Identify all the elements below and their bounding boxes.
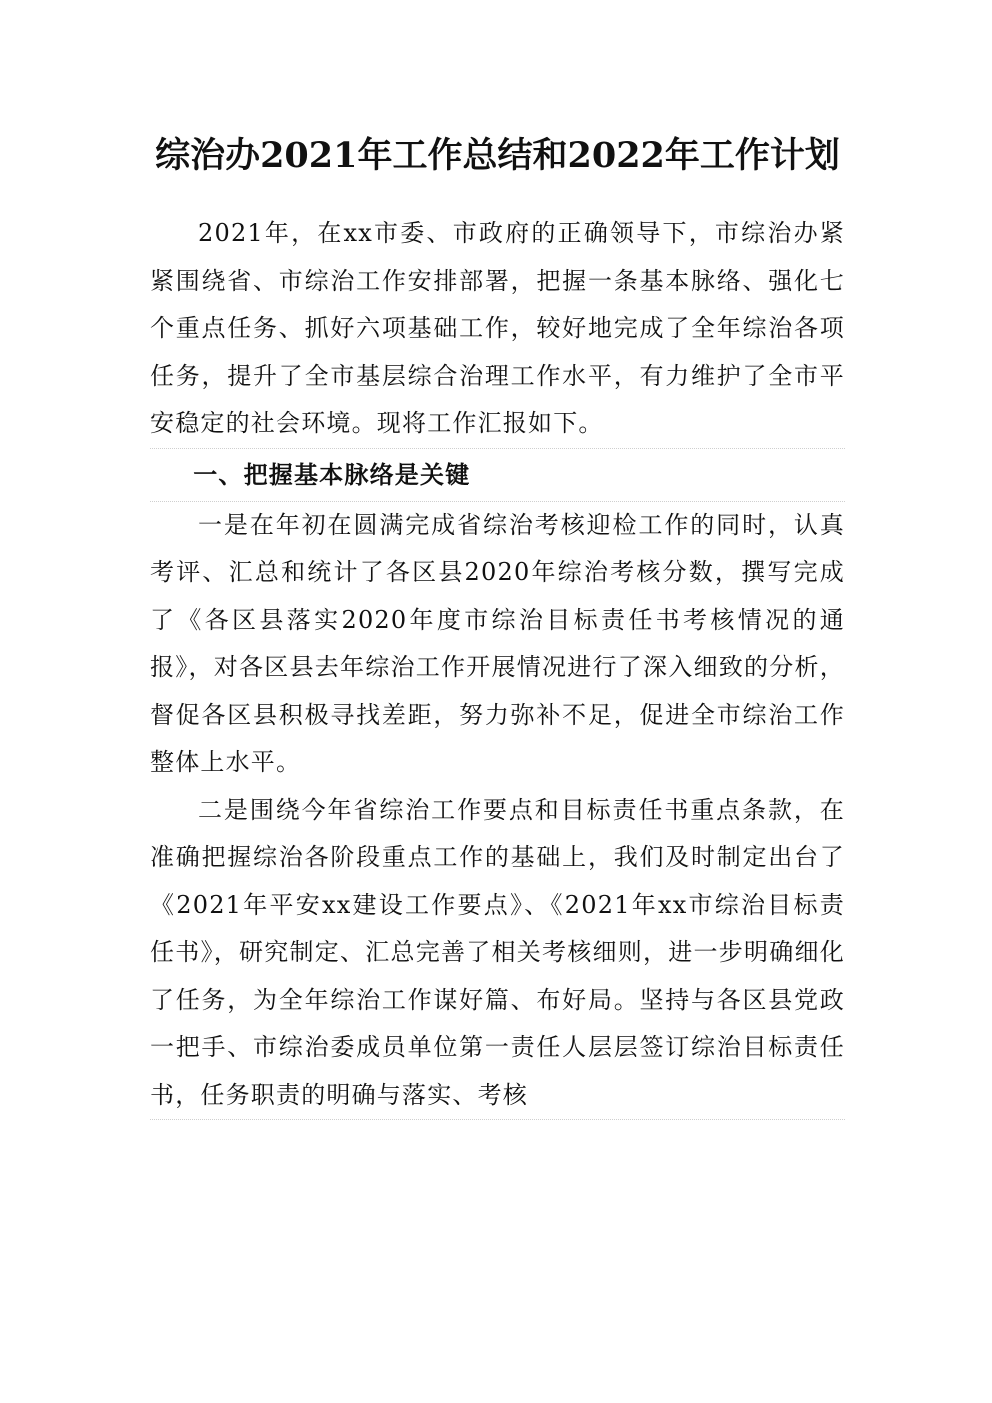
section-heading: 一、把握基本脉络是关键 [193,459,471,489]
divider [150,1119,845,1120]
body-paragraph: 一是在年初在圆满完成省综治考核迎检工作的同时，认真考评、汇总和统计了各区县2020年综治考核分数，撰写完成了《各区县落实2020年度市综治目标责任书考核情况的通报》，对各区县去年综治工作开展情况进行了深入细致的分析，督促各区县积极寻找差距，努力弥补不足，促进全市综治工作整体上水平。 [150,510,845,776]
document-body [150,210,845,1120]
body-paragraph: 二是围绕今年省综治工作要点和目标责任书重点条款，在准确把握综治各阶段重点工作的基础上，我们及时制定出台了《2021年平安xx建设工作要点》、《2021年xx市综治目标责任书》，研究制定、汇总完善了相关考核细则，进一步明确细化了任务，为全年综治工作谋好篇、布好局。坚持与各区县党政一把手、市综治委成员单位第一责任人层层签订综治目标责任书，任务职责的明确与落实、考核 [150,795,845,1109]
page-title: 综治办2021年工作总结和2022年工作计划 [155,135,840,176]
intro-paragraph: 2021年，在xx市委、市政府的正确领导下，市综治办紧紧围绕省、市综治工作安排部署，把握一条基本脉络、强化七个重点任务、抓好六项基础工作，较好地完成了全年综治各项任务，提升了全市基层综合治理工作水平，有力维护了全市平安稳定的社会环境。现将工作汇报如下。 [150,219,845,437]
